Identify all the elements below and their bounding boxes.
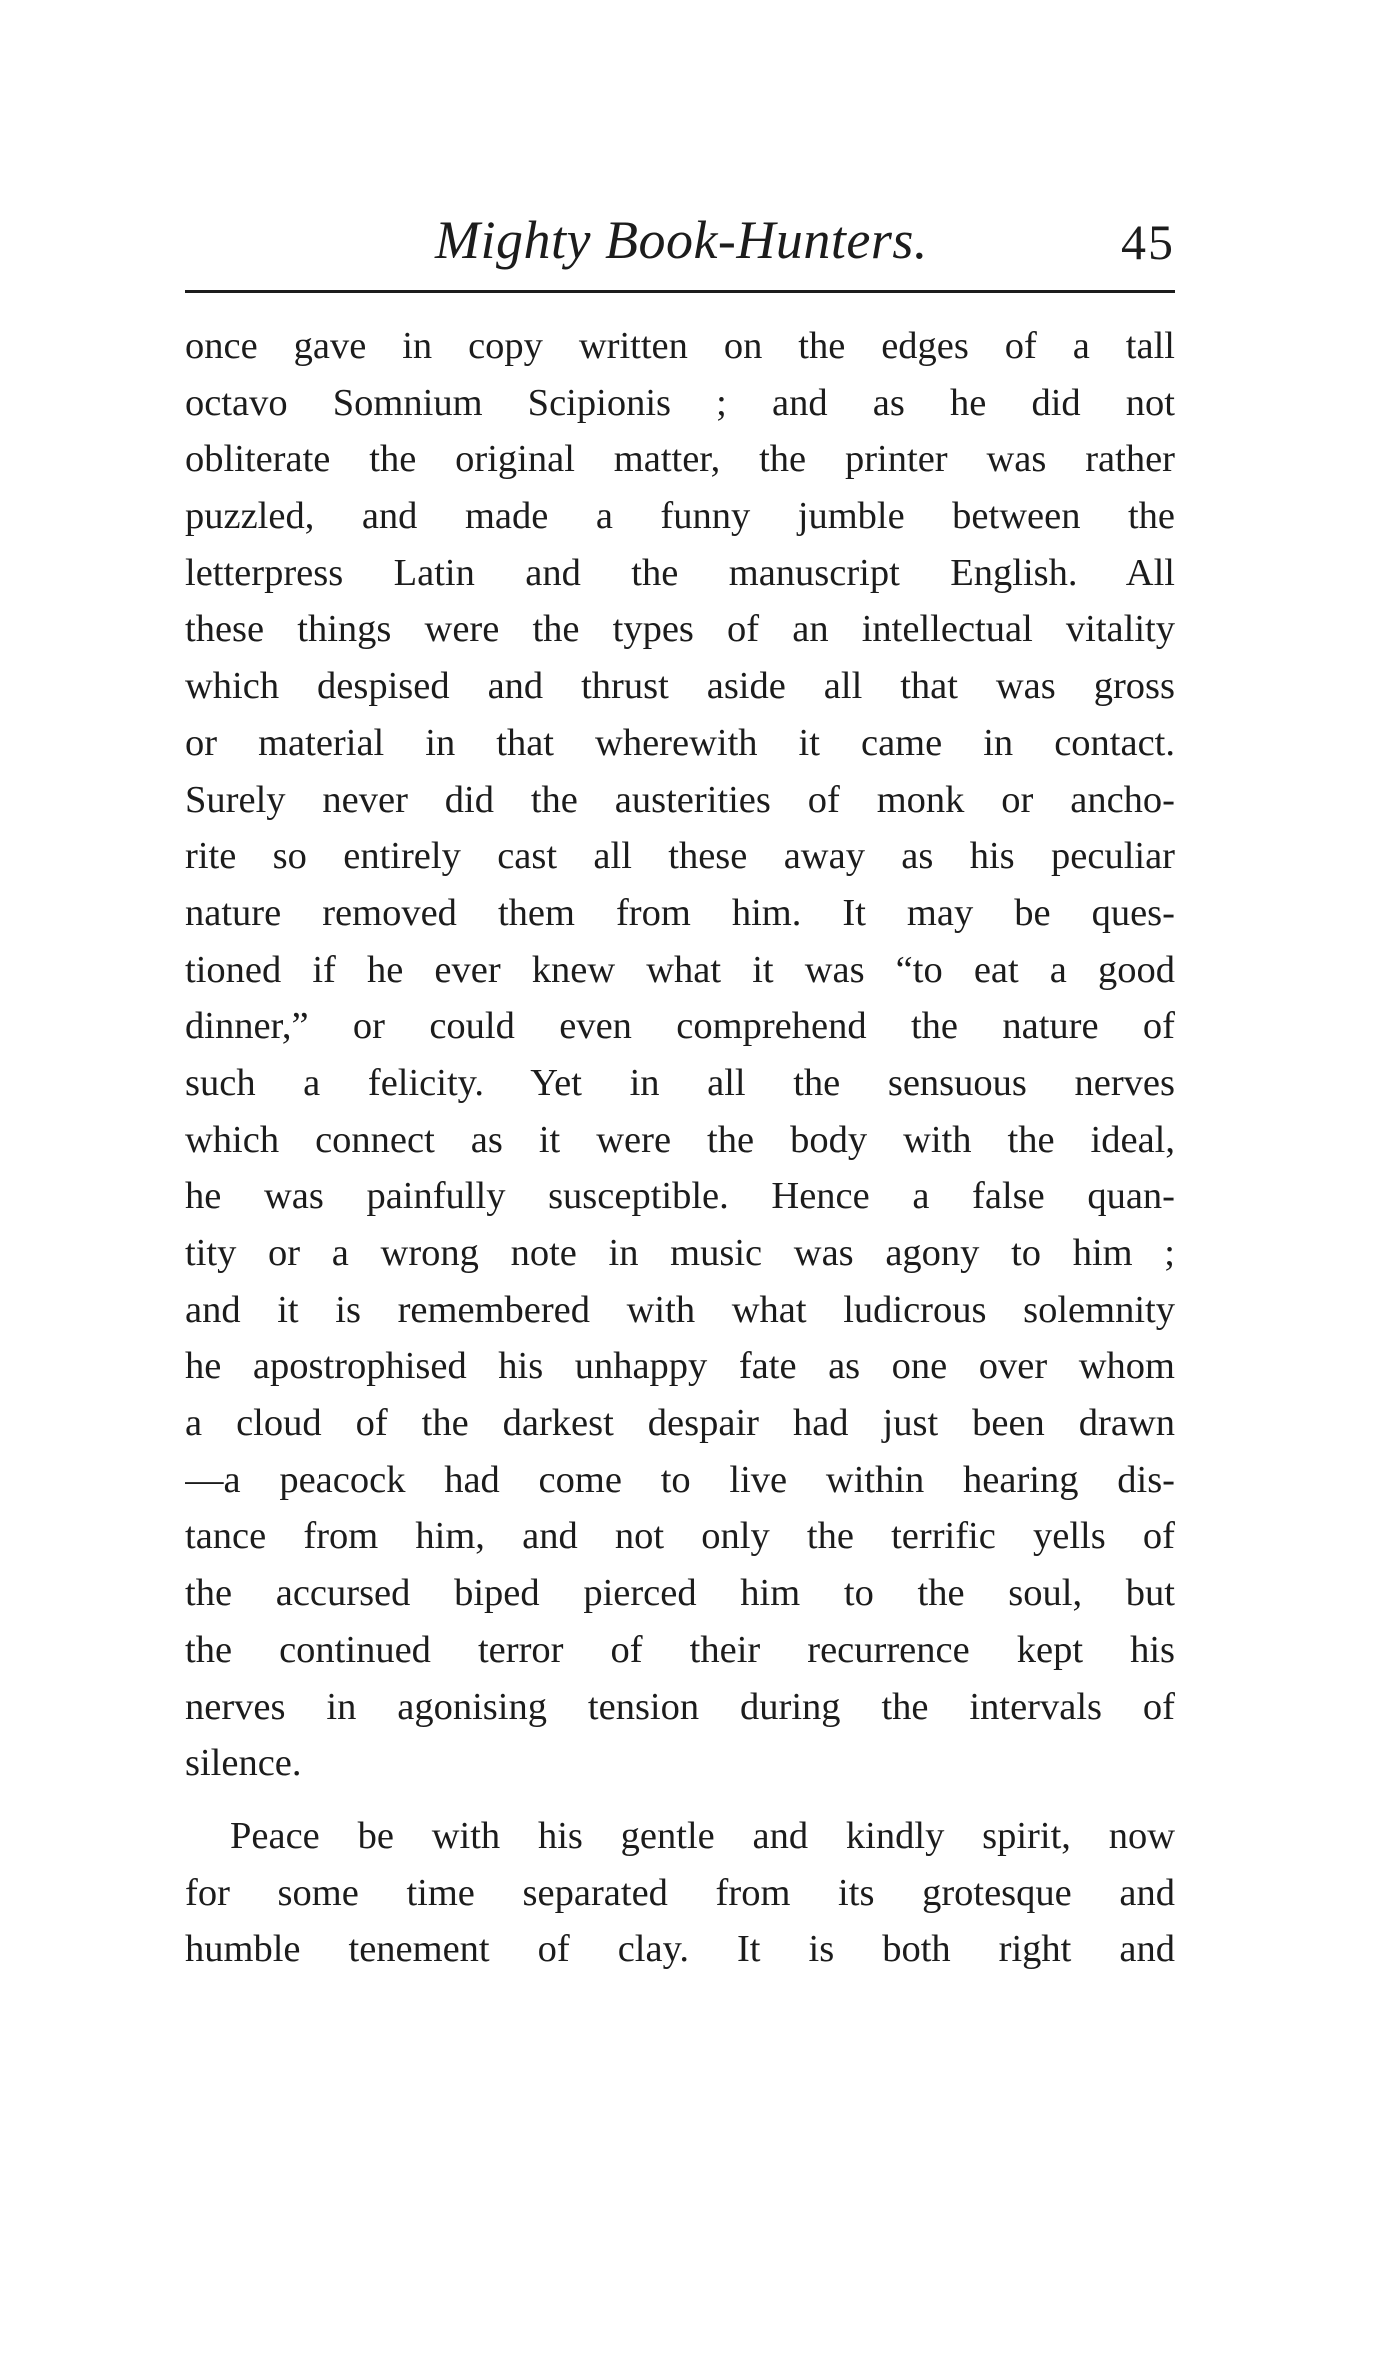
text-line: —a peacock had come to live within hearing dis- [185,1458,1175,1501]
text-line: dinner,” or could even comprehend the nature of [185,1005,1175,1048]
page-number: 45 [1121,214,1175,270]
text-line: obliterate the original matter, the printer was rather [185,438,1175,481]
text-line: Surely never did the austerities of monk or ancho- [185,778,1175,821]
text-line: tity or a wrong note in music was agony to him ; [185,1232,1175,1274]
paragraph-1 [185,318,1175,1792]
running-head [185,205,1175,275]
text-line: tioned if he ever knew what it was “to eat a good [185,948,1175,991]
text-line: for some time separated from its grotesque and [185,1871,1175,1914]
text-line: the continued terror of their recurrence kept his [185,1628,1175,1671]
text-line: he apostrophised his unhappy fate as one over whom [185,1345,1175,1388]
text-line: rite so entirely cast all these away as his peculiar [185,835,1175,878]
paragraph-2 [185,1808,1175,1978]
text-line: nerves in agonising tension during the intervals of [185,1685,1175,1728]
running-title: Mighty Book-Hunters. [435,210,928,270]
text-line: which connect as it were the body with the ideal, [185,1118,1175,1161]
text-line: tance from him, and not only the terrific yells of [185,1515,1175,1558]
text-line: he was painfully susceptible. Hence a false quan- [185,1175,1175,1218]
text-line: such a felicity. Yet in all the sensuous nerves [185,1061,1175,1104]
text-line: silence. [185,1742,302,1785]
text-line: a cloud of the darkest despair had just been drawn [185,1402,1175,1445]
text-line: octavo Somnium Scipionis ; and as he did not [185,381,1175,424]
text-line: the accursed biped pierced him to the soul, but [185,1572,1175,1615]
paragraph-gap [185,1792,1175,1808]
text-line: or material in that wherewith it came in contact. [185,721,1175,764]
text-line: these things were the types of an intellectual vitality [185,608,1175,651]
text-line: letterpress Latin and the manuscript English. All [185,551,1175,594]
text-line: once gave in copy written on the edges of a tall [185,325,1175,367]
text-line: nature removed them from him. It may be ques- [185,891,1175,934]
body-text [185,318,1175,1978]
text-line: and it is remembered with what ludicrous solemnity [185,1288,1175,1331]
text-line: puzzled, and made a funny jumble between the [185,495,1175,538]
text-line: Peace be with his gentle and kindly spirit, now [230,1814,1175,1857]
text-line: which despised and thrust aside all that was gross [185,665,1175,708]
text-line: humble tenement of clay. It is both right and [185,1928,1175,1971]
header-rule [185,290,1175,293]
